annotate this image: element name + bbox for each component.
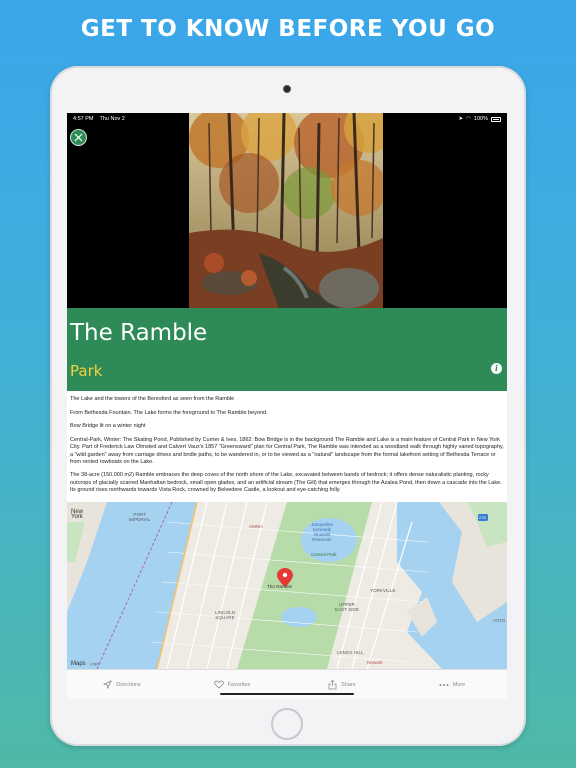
- tab-label: More: [452, 681, 466, 688]
- highway-shield-label: 278: [479, 515, 486, 520]
- home-indicator: [220, 693, 354, 695]
- location-icon: ➤: [458, 116, 464, 122]
- status-bar: [67, 113, 507, 125]
- status-time: 4:57 PM: [73, 116, 94, 122]
- tab-more[interactable]: [397, 670, 507, 699]
- place-title: The Ramble: [70, 320, 208, 346]
- battery-percent: 100%: [473, 116, 488, 122]
- ipad-frame: [50, 66, 526, 746]
- tab-label: Favorites: [227, 681, 251, 688]
- description-paragraph: Bow Bridge lit on a winter night: [70, 423, 146, 430]
- map-label-lincoln-square: LINCOLN SQUARE: [215, 610, 235, 620]
- close-icon: [74, 133, 83, 142]
- map-label-yorkville: YORKVILLE: [370, 588, 396, 593]
- tab-label: Directions: [116, 681, 141, 688]
- tab-directions[interactable]: [67, 670, 177, 699]
- map-label-lenox-hill: LENOX HILL: [337, 650, 364, 655]
- share-icon: [328, 680, 337, 690]
- location-map[interactable]: [67, 502, 507, 669]
- map-label-new-york: New York: [71, 509, 84, 520]
- home-button[interactable]: [271, 708, 303, 740]
- map-label-astoria: ASTO: [493, 618, 506, 623]
- map-label-port-imperial: PORT IMPERIAL: [129, 512, 151, 522]
- description-paragraph: The 38-acre (150,000 m2) Ramble embraces the deep coves of the north shore of the Lake, excavated between bands of bedrock; it offers dense naturalistic planting, rocky outcrops of glacially scarred Manhattan bedrock, small open glades, and an artificial stream (The Gill) that emerges through the Azalea Pond, then down a cascade into the Lake. Its ground rises northwards towards Vista Rock, crowned by Belvedere Castle, a lookout and eye-catching folly.: [70, 472, 502, 493]
- place-header: [67, 308, 507, 391]
- maps-logo-text: Maps: [71, 661, 86, 667]
- place-photo[interactable]: [189, 113, 383, 308]
- more-dots-icon: [439, 683, 449, 687]
- heart-icon: [214, 680, 224, 689]
- tab-label: Share: [341, 681, 356, 688]
- place-type: Park: [70, 362, 103, 380]
- location-arrow-icon: [103, 680, 112, 689]
- map-label-amnh: AMNH: [249, 524, 263, 529]
- headline: GET TO KNOW BEFORE YOU GO: [80, 16, 496, 42]
- description-paragraph: Central-Park, Winter: The Skating Pond, Published by Currier & Ives, 1862: Bow Bridge is in the background The Ramble and Lake is a main feature of Central Park in New York City. Part of Frederick Law Olmsted and Calvert Vaux's 1857 "Greensward" plan for Central Park, The Ramble was intended as a woodland walk through highly varied topography, a "wild garden" away from carriage drives and bridle paths, to be wandered in, or to be viewed as a "natural" landscape from the formal lakefront setting of Bethesda Terrace or from rented rowboats on the Lake.: [70, 437, 504, 465]
- photo-area: [67, 113, 507, 308]
- status-date: Thu Nov 2: [99, 116, 125, 122]
- map-label-newark: Newark: [367, 660, 383, 665]
- forest-photo-illustration: [189, 113, 383, 308]
- close-button[interactable]: [70, 129, 87, 146]
- description-paragraph: From Bethesda Fountain. The Lake forms the foreground to The Ramble beyond.: [70, 409, 268, 416]
- app-screen: [67, 113, 507, 699]
- map-label-reservoir: Jacqueline Kennedy Onassis Reservoir: [311, 522, 333, 542]
- map-legal-link[interactable]: Legal: [89, 661, 100, 666]
- map-pin-label: The Ramble: [267, 584, 293, 589]
- wifi-icon: ◠: [466, 116, 471, 122]
- front-camera: [283, 85, 291, 93]
- map-label-central-park: Central Park: [311, 552, 337, 557]
- map-label-upper-east-side: UPPER EAST SIDE: [335, 602, 359, 612]
- info-icon[interactable]: i: [491, 363, 502, 374]
- description-paragraph: The Lake and the towers of the Beresford as seen from the Ramble: [70, 396, 235, 402]
- battery-icon: [491, 117, 501, 122]
- maps-logo: [71, 661, 99, 667]
- place-description: [70, 396, 504, 501]
